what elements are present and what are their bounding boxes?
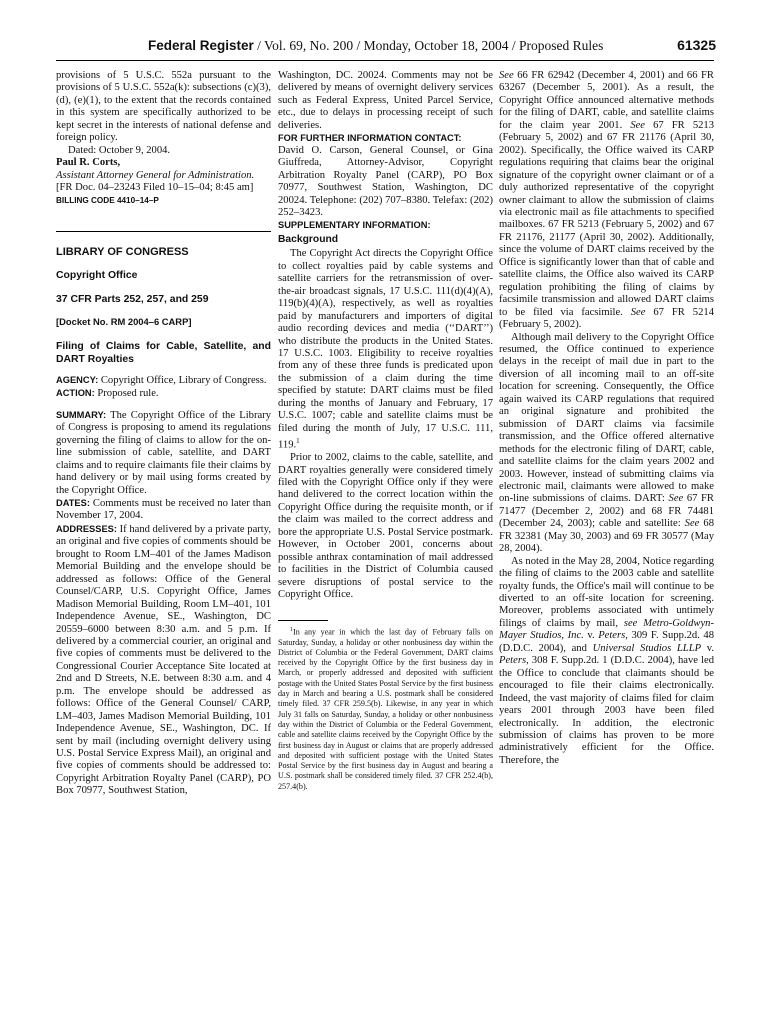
issue-info: / Vol. 69, No. 200 / Monday, October 18, 2004 / Proposed Rules: [253, 38, 604, 53]
supplementary-label: SUPPLEMENTARY INFORMATION:: [278, 220, 431, 231]
continued-paragraph: See 66 FR 62942 (December 4, 2001) and 66 FR 63267 (December 5, 2001). As a result, the Copyright Office announced alternative methods for the filing of DART, cable, and satellite claims for the claim year 2001. See 67 FR 5213 (February 5, 2002) and 67 FR 21176 (April 30, 2002). Specifically, the Office waived its CARP regulations requiring that claims bear the original signature of the copyright owner claimant or of a duly authorized representative of the copyright owner claimant to allow the submission of claims via electronic mail as file attachments to specified mailboxes. 67 FR 5213 (February 5, 2002) and 67 FR 21176, 21177 (April 30, 2002). Additionally, since the volume of DART claims received by the Office is significantly lower than that of cable and satellite claims, the Office also waived its CARP regulation prohibiting the filing of claims by facsimile transmission and allowed DART claims to be filed via facsimile. See 67 FR 5214 (February 5, 2002).: [499, 70, 715, 331]
contact-text: David O. Carson, General Counsel, or Gina Giuffreda, Attorney-Advisor, Copyright Arbitration Royalty Panel (CARP), PO Box 70977, Southwest Station, Washington, DC 20024. Telephone: (202) 707–8380. Telefax: (202) 252–3423.: [278, 144, 493, 218]
signer-title: Assistant Attorney General for Administration.: [56, 169, 255, 181]
background-paragraph-2: Prior to 2002, claims to the cable, satellite, and DART royalties generally were considered timely filed with the Copyright Office only if they were hand delivered to the correct location within the Copyright Office during the requisite month, or if the claim was mailed to the correct address and bore the appropriate U.S. Postal Service postmark. However, in October 2001, concerns about possible anthrax contamination of mail addressed to facilities in the District of Columbia caused severe disruptions of postal service to the Copyright Office.: [278, 452, 493, 601]
summary-paragraph: SUMMARY: The Copyright Office of the Library of Congress is proposing to amend its regulations governing the filing of claims to allow for the on-line submission of cable, satellite, and DART claims and to require claimants file their claims by hand delivery or by mail using forms created by the Copyright Office.: [56, 409, 271, 496]
signer-name: Paul R. Corts,: [56, 157, 121, 169]
fr-doc-line: [FR Doc. 04–23243 Filed 10–15–04; 8:45 am]: [56, 182, 254, 194]
docket-heading: [Docket No. RM 2004–6 CARP]: [56, 316, 192, 328]
header-rule: [56, 60, 714, 61]
cfr-heading: 37 CFR Parts 252, 257, and 259: [56, 294, 209, 306]
agency-heading: LIBRARY OF CONGRESS: [56, 245, 189, 258]
addresses-paragraph: ADDRESSES: If hand delivered by a private party, an original and five copies of comments should be brought to Room LM–401 of the James Madison Memorial Building and the envelope should be addressed as follows: Office of the General Counsel/CARP, U.S. Copyright Office, James Madison Memorial Building, Room LM–401, 101 Independence Avenue, SE., Washington, DC 20559–6000 between 8:30 a.m. and 5 p.m. If delivered by a commercial courier, an original and five copies of comments must be delivered to the Congressional Courier Acceptance Site located at 2nd and D Streets, N.E. between 8:30 a.m. and 4 p.m. The envelope should be addressed as follows: Office of the General Counsel/ CARP, LM–403, James Madison Memorial Building, 101 Independence Avenue, SE., Washington, DC. If sent by mail (including overnight delivery using U.S. Postal Service Express Mail), an original and five copies of comments should be addressed to: Copyright Arbitration Royalty Panel (CARP), PO Box 70977, Southwest Station,: [56, 523, 272, 797]
billing-code: BILLING CODE 4410–14–P: [56, 195, 159, 205]
background-heading: Background: [278, 233, 339, 245]
column-2: [278, 70, 493, 792]
dated-line: Dated: October 9, 2004.: [68, 144, 171, 156]
rule-title: Filing of Claims for Cable, Satellite, and DART Royalties: [56, 340, 271, 365]
notice-paragraph: As noted in the May 28, 2004, Notice regarding the filing of claims to the 2003 cable and satellite royalty funds, the Office's mail will continue to be diverted to an off-site location for screening. Moreover, problems associated with untimely filings of claims by mail, see Metro-Goldwyn-Mayer Studios, Inc. v. Peters, 309 F. Supp.2d. 48 (D.D.C. 2004), and Universal Studios LLLP v. Peters, 308 F. Supp.2d. 1 (D.D.C. 2004), have led the Office to conclude that claimants should be encouraged to file their claims electronically. Indeed, the vast majority of claims filed for claim years 2001 through 2003 have been filed electronically. In addition, the electronic submission of claims has proven to be more administratively efficient for the Office. Therefore, the: [499, 555, 715, 766]
page-number: 61325: [677, 37, 716, 53]
page-header: [56, 38, 716, 58]
footnote-1: $^1$In any year in which the last day of February falls on Saturday, Sunday, a holiday or other nonbusiness day within the District of Columbia or the Federal Government, DART claims received by the Copyright Office by the first business day in March, or properly addressed and deposited with sufficient postage with the United States Postal Service by the first business day in March and bearing a U.S. postmark shall be considered timely filed. 37 CFR 259.5(b). Likewise, in any year in which July 31 falls on Saturday, Sunday, a holiday or other nonbusiness day within the District of Columbia or the Federal Government, cable and satellite claims received by the Copyright Office by the first business day in August or claims that are properly addressed and deposited with sufficient postage with the United States Postal Service by the first business day in August and bearing a U.S. postmark shall be considered timely filed. 37 CFR 252.4(b), 257.4(b).: [278, 626, 493, 791]
continued-text: Washington, DC. 20024. Comments may not be delivered by means of overnight delivery services such as Federal Express, United Parcel Service, etc., due to delays in processing receipt of such deliveries.: [278, 70, 493, 131]
footnote-marker: 1: [296, 437, 300, 446]
action-line: ACTION: Proposed rule.: [56, 388, 159, 400]
mail-delivery-paragraph: Although mail delivery to the Copyright Office resumed, the Office continued to experience delays in the receipt of mail due in part to the diversion of all incoming mail to an off-site location for screening. Consequently, the Office again waived its CARP regulations that required an original signature and prohibited the submission of DART claims via facsimile transmission, and the Office offered alternative methods for the electronic filing of DART, cable, and satellite claims for the claim years 2002 and 2003. However, instead of submitting claims via electronic mail, claimants were allowed to make on-line submissions of claims. DART: See 67 FR 71477 (December 2, 2002) and 68 FR 74481 (December 24, 2003); cable and satellite: See 68 FR 32381 (May 30, 2003) and 69 FR 30577 (May 28, 2004).: [499, 331, 714, 555]
agency-line: AGENCY: Copyright Office, Library of Congress.: [56, 374, 267, 386]
journal-name: Federal Register: [148, 38, 254, 53]
background-paragraph-1: The Copyright Act directs the Copyright Office to collect royalties paid by cable systems and satellite carriers for the retransmission of over-the-air broadcast signals, 17 U.S.C. 111(d)(4)(A), 119(b)(4)(A), respectively, as well as royalties paid by manufacturers and importers of digital audio recording devices and media (‘‘DART’’) who distribute the products in the United States. 17 U.S.C. 1003. Eligibility to receive royalties from any of these three funds is predicated upon the submission of a claim during the time specified by statute: DART claims must be filed during the months of January and February, 17 U.S.C. 1007; cable and satellite claims must be filed during the month of July, 17 U.S.C. 111, 119.$^1$: [278, 248, 493, 451]
section-divider: [56, 231, 271, 232]
office-heading: Copyright Office: [56, 270, 138, 282]
continued-text: provisions of 5 U.S.C. 552a pursuant to the provisions of 5 U.S.C. 552a(k): subsections (c)(3), (d), (e)(1), to the extent that the records contained in this system are specifically authorized to be kept secret in the interests of national defense and foreign policy.: [56, 70, 271, 144]
column-1: [56, 70, 271, 798]
running-head: [148, 38, 603, 54]
contact-label: FOR FURTHER INFORMATION CONTACT:: [278, 133, 462, 144]
column-3: [499, 70, 714, 767]
footnote-rule: [278, 620, 328, 621]
dates-paragraph: DATES: Comments must be received no later than November 17, 2004.: [56, 497, 271, 522]
